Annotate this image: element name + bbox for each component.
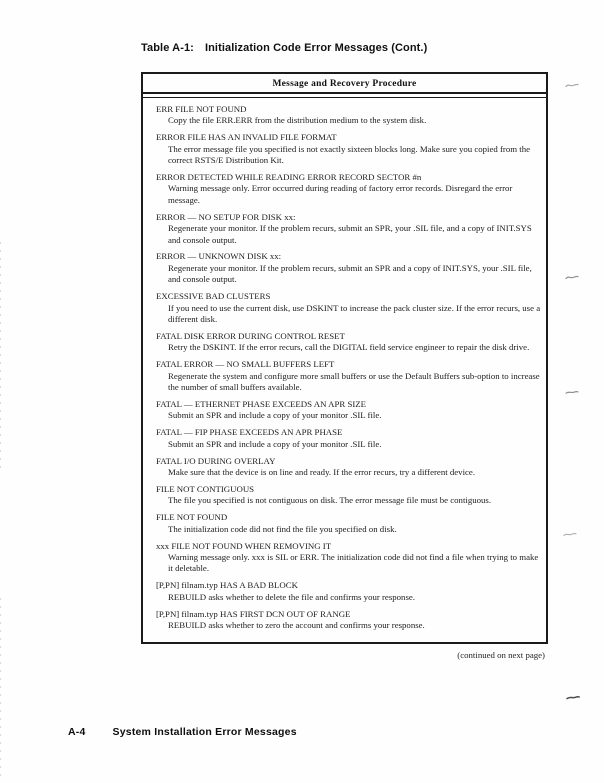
recovery-procedure-text: The file you specified is not contiguous on disk. The error message file must be contiguous. — [168, 495, 492, 506]
table-row — [156, 359, 541, 393]
footer-section-title: System Installation Error Messages — [112, 726, 297, 738]
table-header-title: Message and Recovery Procedure — [272, 78, 417, 89]
left-edge-scan-artifact — [0, 242, 1, 470]
table-row — [156, 580, 541, 603]
error-message-text: [P,PN] filnam.typ HAS FIRST DCN OUT OF RANGE — [156, 608, 351, 619]
margin-dash-icon — [565, 274, 579, 281]
error-message-text: ERROR — NO SETUP FOR DISK xx: — [156, 211, 296, 222]
table-row — [156, 291, 541, 325]
table-header-row — [143, 74, 546, 94]
error-message-table — [141, 72, 548, 644]
margin-dash-icon — [563, 531, 577, 538]
table-row — [156, 541, 541, 575]
error-message-text: FATAL DISK ERROR DURING CONTROL RESET — [156, 330, 345, 341]
error-message-text: ERROR — UNKNOWN DISK xx: — [156, 251, 282, 262]
recovery-procedure-text: The initialization code did not find the file you specified on disk. — [168, 523, 397, 534]
margin-dash-icon — [565, 389, 579, 396]
table-row — [156, 212, 541, 246]
recovery-procedure-text: Warning message only. Error occurred during reading of factory error records. Disregard the error message. — [168, 183, 513, 205]
table-row — [156, 331, 541, 354]
error-message-text: EXCESSIVE BAD CLUSTERS — [156, 291, 271, 302]
table-row — [156, 251, 541, 285]
error-message-text: ERROR FILE HAS AN INVALID FILE FORMAT — [156, 132, 337, 143]
table-caption-text: Initialization Code Error Messages (Cont.) — [204, 42, 428, 54]
recovery-procedure-text: Regenerate the system and configure more small buffers or use the Default Buffers sub-option to increase the number of small buffers available. — [168, 370, 540, 393]
error-message-text: ERR FILE NOT FOUND — [156, 104, 247, 114]
error-message-text: FATAL — ETHERNET PHASE EXCEEDS AN APR SIZE — [156, 398, 367, 409]
table-caption-label: Table A-1: — [141, 42, 194, 54]
error-message-text: ERROR DETECTED WHILE READING ERROR RECORD SECTOR #n — [156, 172, 422, 183]
continued-note: (continued on next page) — [457, 650, 545, 660]
table-row — [156, 456, 541, 479]
recovery-procedure-text: Retry the DSKINT. If the error recurs, call the DIGITAL field service engineer to repair the disk drive. — [168, 342, 530, 353]
error-message-text: xxx FILE NOT FOUND WHEN REMOVING IT — [156, 540, 332, 551]
recovery-procedure-text: REBUILD asks whether to delete the file and confirms your response. — [168, 591, 415, 602]
table-row — [156, 484, 541, 507]
recovery-procedure-text: Make sure that the device is on line and ready. If the error recurs, try a different device. — [168, 466, 476, 477]
page-number: A-4 — [68, 726, 86, 738]
table-body — [143, 98, 546, 631]
recovery-procedure-text: If you need to use the current disk, use DSKINT to increase the pack cluster size. If the error recurs, use a different disk. — [168, 302, 541, 324]
recovery-procedure-text: Copy the file ERR.ERR from the distribution medium to the system disk. — [168, 115, 427, 126]
recovery-procedure-text: The error message file you specified is not exactly sixteen blocks long. Make sure you copied from the correct RSTS/E Distribution Kit. — [168, 143, 531, 166]
table-row — [156, 512, 541, 535]
margin-dash-icon — [565, 82, 579, 89]
recovery-procedure-text: Regenerate your monitor. If the problem recurs, submit an SPR and a copy of INIT.SYS, your .SIL file, and console output. — [168, 262, 532, 285]
table-caption — [141, 42, 427, 54]
table-row — [156, 399, 541, 422]
table-row — [156, 609, 541, 632]
recovery-procedure-text: Submit an SPR and include a copy of your monitor .SIL file. — [168, 410, 382, 421]
recovery-procedure-text: Regenerate your monitor. If the problem recurs, submit an SPR, your .SIL file, and a copy of INIT.SYS and console output. — [168, 223, 532, 245]
margin-dash-icon — [566, 694, 580, 701]
table-row — [156, 132, 541, 166]
table-row — [156, 172, 541, 206]
error-message-text: FILE NOT CONTIGUOUS — [156, 483, 255, 494]
page-footer — [68, 726, 297, 738]
error-message-text: FILE NOT FOUND — [156, 512, 228, 523]
table-row — [156, 104, 541, 127]
error-message-text: FATAL ERROR — NO SMALL BUFFERS LEFT — [156, 359, 335, 370]
recovery-procedure-text: Warning message only. xxx is SIL or ERR. The initialization code did not find a file when trying to make it deletable. — [168, 551, 539, 574]
recovery-procedure-text: REBUILD asks whether to zero the account and confirms your response. — [168, 619, 425, 630]
error-message-text: [P,PN] filnam.typ HAS A BAD BLOCK — [156, 580, 298, 591]
table-row — [156, 427, 541, 450]
error-message-text: FATAL — FIP PHASE EXCEEDS AN APR PHASE — [156, 427, 343, 438]
recovery-procedure-text: Submit an SPR and include a copy of your monitor .SIL file. — [168, 438, 382, 449]
error-message-text: FATAL I/O DURING OVERLAY — [156, 455, 276, 466]
left-edge-scan-artifact — [0, 598, 1, 776]
